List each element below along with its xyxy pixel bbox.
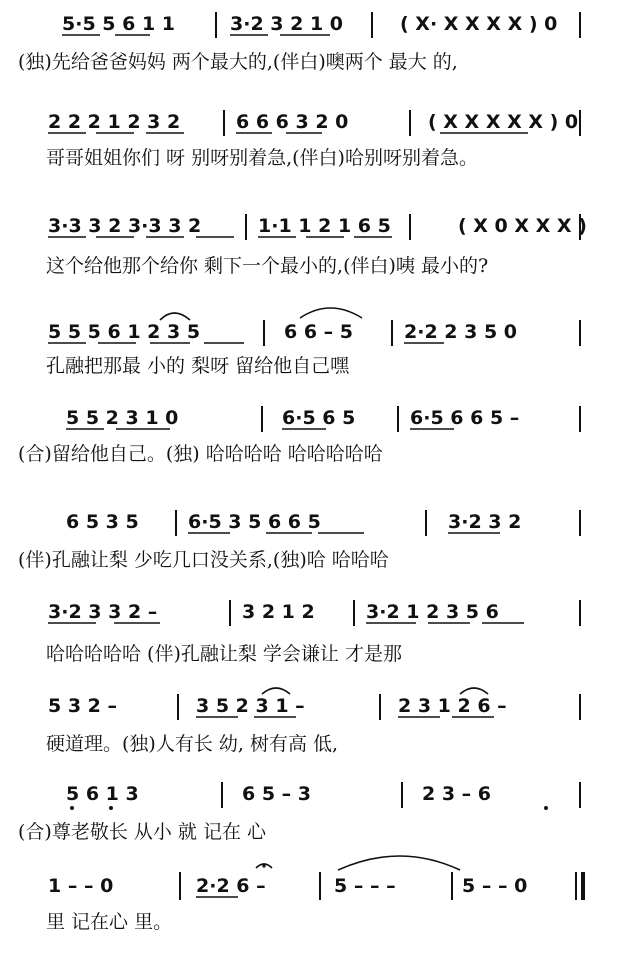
system-8 — [46, 688, 580, 755]
measure-6-3: 3·2 3 2 — [448, 511, 522, 533]
measure-7-1: 3·2 3 3 2 – — [48, 601, 158, 623]
measure-9-3: 2 3 – 6 — [422, 783, 492, 805]
lyrics-line-4: 孔融把那最 小的 梨呀 留给他自己嘿 — [46, 355, 350, 377]
tie-arc — [300, 308, 362, 318]
system-5 — [18, 406, 580, 465]
measure-5-3: 6·5 6 6 5 – — [410, 407, 520, 429]
system-9 — [18, 782, 580, 843]
measure-4-3: 2·2 2 3 5 0 — [404, 321, 517, 343]
low-octave-dot — [544, 806, 548, 810]
measure-10-4: 5 – – 0 — [462, 875, 528, 897]
measure-2-2: 6 6 6 3 2 0 — [236, 111, 349, 133]
measure-6-1: 6 5 3 5 — [66, 511, 139, 533]
system-6 — [18, 510, 580, 571]
lyrics-line-7: 哈哈哈哈哈 (伴)孔融让梨 学会谦让 才是那 — [46, 643, 402, 665]
tie-arc — [338, 856, 460, 870]
fermata-dot — [262, 864, 265, 867]
measure-3-1: 3·3 3 2 3·3 3 2 — [48, 215, 202, 237]
tie-arc — [262, 688, 290, 694]
measure-2-1: 2 2 2 1 2 3 2 — [48, 111, 181, 133]
system-1 — [18, 12, 580, 73]
measure-4-1: 5 5 5 6 1 2 3 5 — [48, 321, 201, 343]
measure-8-3: 2 3 1 2 6 – — [398, 695, 507, 717]
system-10 — [46, 856, 583, 933]
system-4 — [46, 308, 580, 377]
system-2 — [46, 110, 580, 169]
system-3 — [46, 214, 587, 277]
lyrics-line-5: (合)留给他自己。(独) 哈哈哈哈 哈哈哈哈哈 — [18, 443, 383, 465]
measure-4-2: 6 6 – 5 — [284, 321, 354, 343]
measure-7-2: 3 2 1 2 — [242, 601, 315, 623]
tie-arc — [160, 313, 190, 320]
lyrics-line-10: 里 记在心 里。 — [46, 911, 173, 933]
measure-5-1: 5 5 2 3 1 0 — [66, 407, 179, 429]
measure-9-2: 6 5 – 3 — [242, 783, 312, 805]
measure-3-3: ( X 0 X X X ) — [458, 215, 587, 237]
lyrics-line-2: 哥哥姐姐你们 呀 别呀别着急,(伴白)哈别呀别着急。 — [46, 147, 478, 169]
measure-5-2: 6·5 6 5 — [282, 407, 356, 429]
lyrics-line-8: 硬道理。(独)人有长 幼, 树有高 低, — [46, 733, 339, 755]
lyrics-line-1: (独)先给爸爸妈妈 两个最大的,(伴白)噢两个 最大 的, — [18, 51, 458, 73]
low-octave-dot — [70, 806, 74, 810]
measure-1-1: 5·5 5 6 1 1 — [62, 13, 175, 35]
lyrics-line-3: 这个给他那个给你 剩下一个最小的,(伴白)咦 最小的? — [46, 255, 489, 277]
measure-9-1: 5 6 1 3 — [66, 783, 139, 805]
measure-10-1: 1 – – 0 — [48, 875, 114, 897]
measure-10-3: 5 – – – — [334, 875, 396, 897]
lyrics-line-6: (伴)孔融让梨 少吃几口没关系,(独)哈 哈哈哈 — [18, 549, 389, 571]
system-7 — [46, 600, 580, 665]
measure-7-3: 3·2 1 2 3 5 6 — [366, 601, 499, 623]
tie-arc — [460, 688, 488, 694]
measure-8-1: 5 3 2 – — [48, 695, 118, 717]
measure-3-2: 1·1 1 2 1 6 5 — [258, 215, 391, 237]
measure-10-2: 2·2 6 – — [196, 875, 266, 897]
lyrics-line-9: (合)尊老敬长 从小 就 记在 心 — [18, 821, 266, 843]
measure-1-3: ( X· X X X X ) 0 — [400, 13, 558, 35]
measure-6-2: 6·5 3 5 6 6 5 — [188, 511, 321, 533]
low-octave-dot — [109, 806, 113, 810]
measure-2-3: ( X X X X X ) 0 — [428, 111, 579, 133]
measure-8-2: 3 5 2 3 1 – — [196, 695, 305, 717]
measure-1-2: 3·2 3 2 1 0 — [230, 13, 343, 35]
